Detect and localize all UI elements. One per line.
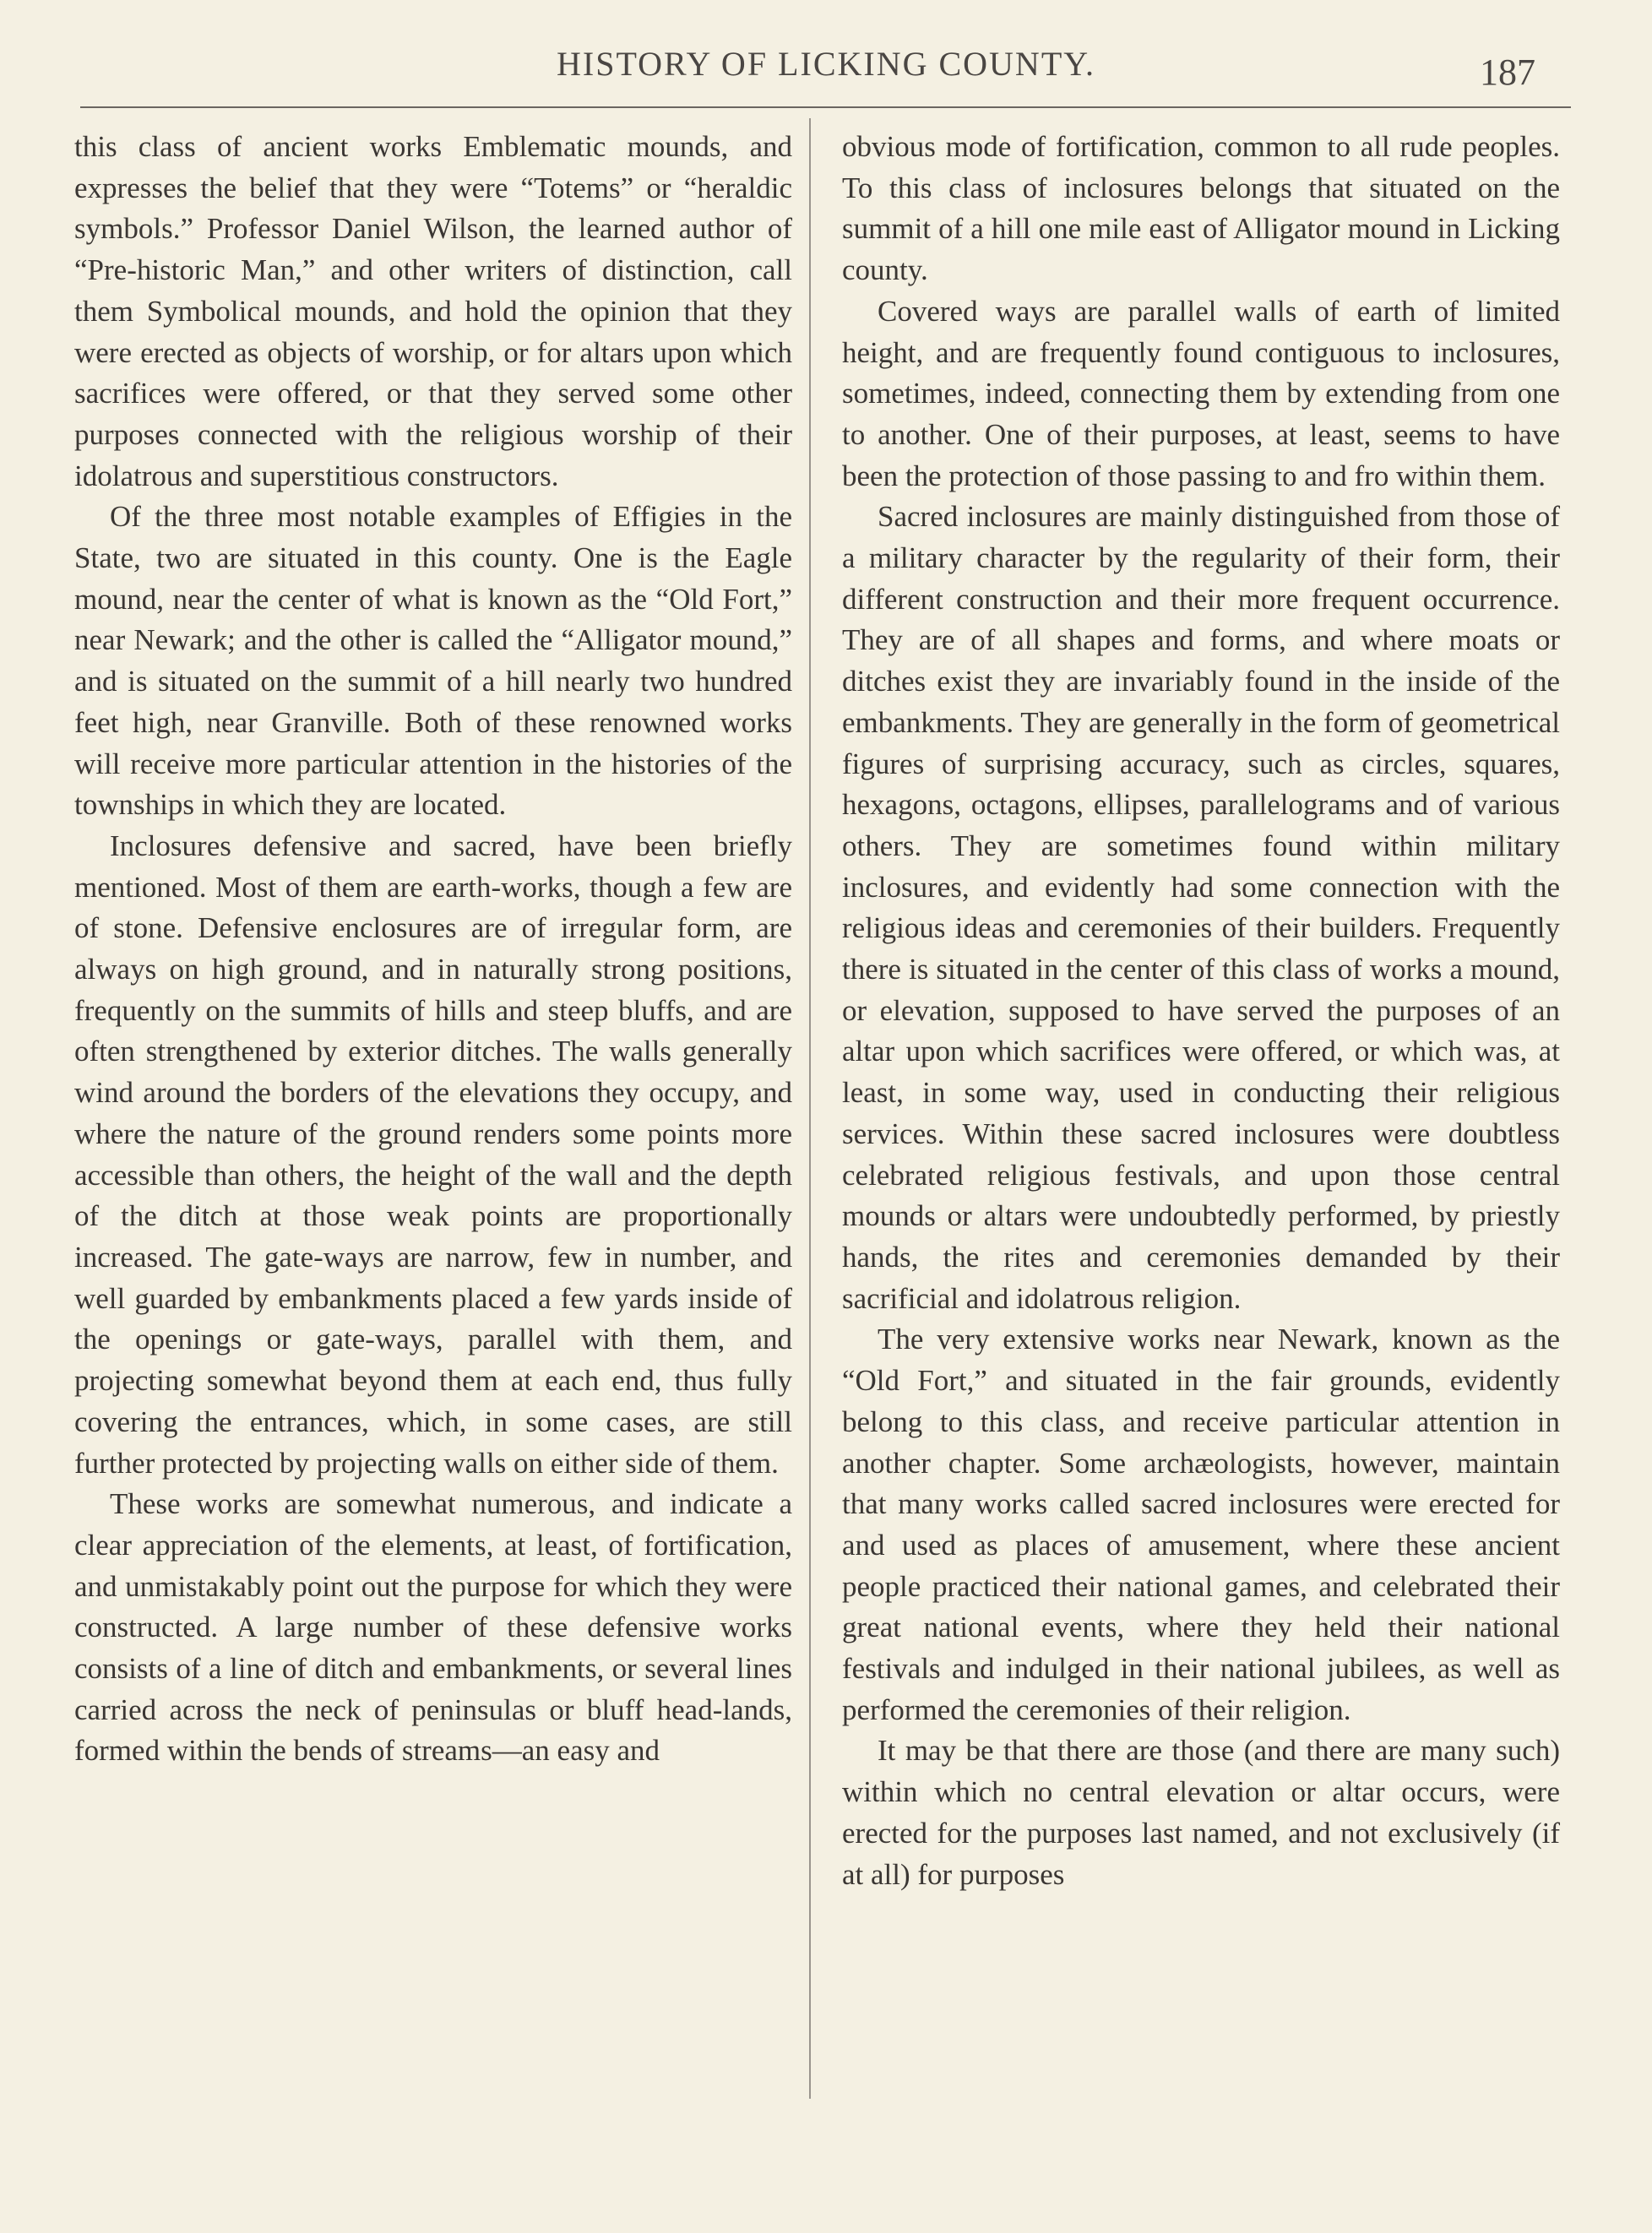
- paragraph: this class of ancient works Emblematic mounds, and expresses the belief that they were “Totems” or “heraldic symbols.” Professor Daniel Wilson, the learned author of “Pre-historic Man,” and other writers of distinction, call them Symbolical mounds, and hold the opinion that they were erected as objects of worship, or for altars upon which sacrifices were offered, or that they served some other purposes connected with the religious worship of their idolatrous and superstitious constructors.: [74, 130, 792, 492]
- left-column: [74, 127, 792, 1772]
- paragraph: Sacred inclosures are mainly distinguished from those of a military character by the regularity of their form, their different construction and their more frequent occurrence. They are of all shapes and forms, and where moats or ditches exist they are invariably found in the inside of the embankments. They are generally in the form of geometrical figures of surprising accuracy, such as circles, squares, hexagons, octagons, ellipses, parallelograms and of various others. They are sometimes found within military inclosures, and evidently had some connection with the religious ideas and ceremonies of their builders. Frequently there is situated in the center of this class of works a mound, or elevation, supposed to have served the purposes of an altar upon which sacrifices were offered, or which was, at least, in some way, used in conducting their religious services. Within these sacred inclosures were doubtless celebrated religious festivals, and upon those central mounds or altars were undoubtedly performed, by priestly hands, the rites and ceremonies demanded by their sacrificial and idolatrous religion.: [842, 500, 1560, 1315]
- paragraph: obvious mode of fortification, common to all rude peoples. To this class of inclosures belongs that situated on the summit of a hill one mile east of Alligator mound in Licking county.: [842, 130, 1560, 287]
- paragraph: It may be that there are those (and there are many such) within which no central elevation or altar occurs, were erected for the purposes last named, and not exclusively (if at all) for purposes: [842, 1734, 1560, 1891]
- paragraph: The very extensive works near Newark, known as the “Old Fort,” and situated in the fair grounds, evidently belong to this class, and receive particular attention in another chapter. Some archæologists, however, maintain that many works called sacred inclosures were erected for and used as places of amusement, where these ancient people practiced their national games, and celebrated their great national events, where they held their national festivals and indulged in their national jubilees, as well as performed the ceremonies of their religion.: [842, 1323, 1560, 1726]
- right-column: [842, 127, 1560, 1895]
- paragraph: Inclosures defensive and sacred, have been briefly mentioned. Most of them are earth-works, though a few are of stone. Defensive enclosures are of irregular form, are always on high ground, and in naturally strong positions, frequently on the summits of hills and steep bluffs, and are often strengthened by exterior ditches. The walls generally wind around the borders of the elevations they occupy, and where the nature of the ground renders some points more accessible than others, the height of the wall and the depth of the ditch at those weak points are proportionally increased. The gate-ways are narrow, few in number, and well guarded by embankments placed a few yards inside of the openings or gate-ways, parallel with them, and projecting somewhat beyond them at each end, thus fully covering the entrances, which, in some cases, are still further protected by projecting walls on either side of them.: [74, 829, 792, 1480]
- paragraph: Of the three most notable examples of Effigies in the State, two are situated in this county. One is the Eagle mound, near the center of what is known as the “Old Fort,” near Newark; and the other is called the “Alligator mound,” and is situated on the summit of a hill nearly two hundred feet high, near Granville. Both of these renowned works will receive more particular attention in the histories of the townships in which they are located.: [74, 500, 792, 822]
- paragraph: Covered ways are parallel walls of earth of limited height, and are frequently found contiguous to inclosures, sometimes, indeed, connecting them by extending from one to another. One of their purposes, at least, seems to have been the protection of those passing to and fro within them.: [842, 294, 1560, 492]
- page-number: 187: [1480, 52, 1535, 93]
- header-rule: [80, 106, 1571, 108]
- running-title: HISTORY OF LICKING COUNTY.: [557, 45, 1095, 83]
- paragraph: These works are somewhat numerous, and indicate a clear appreciation of the elements, at least, of fortification, and unmistakably point out the purpose for which they were constructed. A large number of these defensive works consists of a line of ditch and embankments, or several lines carried across the neck of peninsulas or bluff head-lands, formed within the bends of streams—an easy and: [74, 1487, 792, 1768]
- column-rule: [809, 118, 811, 2099]
- page-header: [0, 44, 1652, 95]
